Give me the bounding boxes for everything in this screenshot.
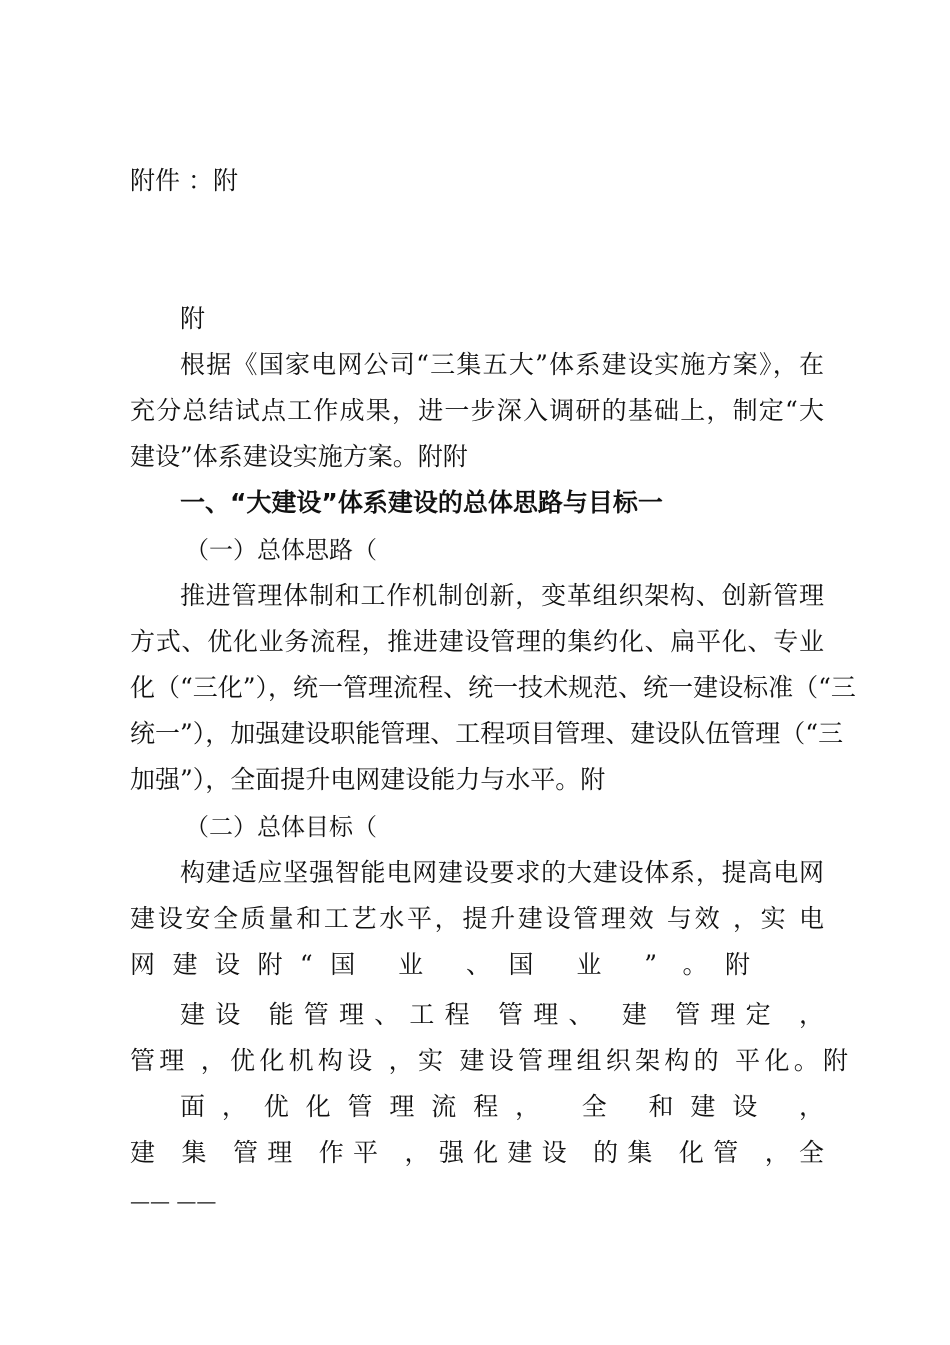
- text-line: 管理 ，优化机构设 ，实 建设管理组织架构的 平化。附: [130, 1046, 848, 1075]
- text-line: 网建设附“国 业 、国 业 ” 。附: [130, 950, 750, 979]
- text-line: 充分总结试点工作成果，进一步深入调研的基础上，制定“大: [130, 396, 824, 425]
- text-line: 构建适应坚强智能电网建设要求的大建设体系，提高电网: [180, 858, 824, 887]
- text-line: 附: [180, 304, 206, 333]
- text-line: 推进管理体制和工作机制创新，变革组织架构、创新管理: [180, 581, 824, 610]
- text-line: 建设 能管理、工程 管理、 建 管理定 ，: [180, 1000, 824, 1029]
- subsection-heading: （二）总体目标（: [185, 813, 377, 841]
- text-line: 建 集 管理 作平 ，强化建设 的集 化管 ，全: [130, 1138, 824, 1167]
- page-number: —— ——: [130, 1189, 217, 1213]
- section-heading: 一、“大建设”体系建设的总体思路与目标一: [180, 488, 663, 517]
- text-line: 方式、优化业务流程，推进建设管理的集约化、扁平化、专业: [130, 627, 824, 656]
- text-line: 面，优化管理流程， 全 和建设 ，: [180, 1092, 824, 1121]
- text-line: 建设”体系建设实施方案。附附: [130, 442, 468, 471]
- text-line: 统一”），加强建设职能管理、工程项目管理、建设队伍管理（“三: [130, 719, 844, 748]
- text-line: 化（“三化”），统一管理流程、统一技术规范、统一建设标准（“三: [130, 673, 856, 702]
- subsection-heading: （一）总体思路（: [185, 536, 377, 564]
- text-line: 建设安全质量和工艺水平，提升建设管理效 与效 ，实 电: [130, 904, 824, 933]
- text-line: 加强”），全面提升电网建设能力与水平。附: [130, 765, 606, 794]
- text-line: 根据《国家电网公司“三集五大”体系建设实施方案》，在: [180, 350, 824, 379]
- attachment-label: 附件 ：附: [130, 166, 238, 195]
